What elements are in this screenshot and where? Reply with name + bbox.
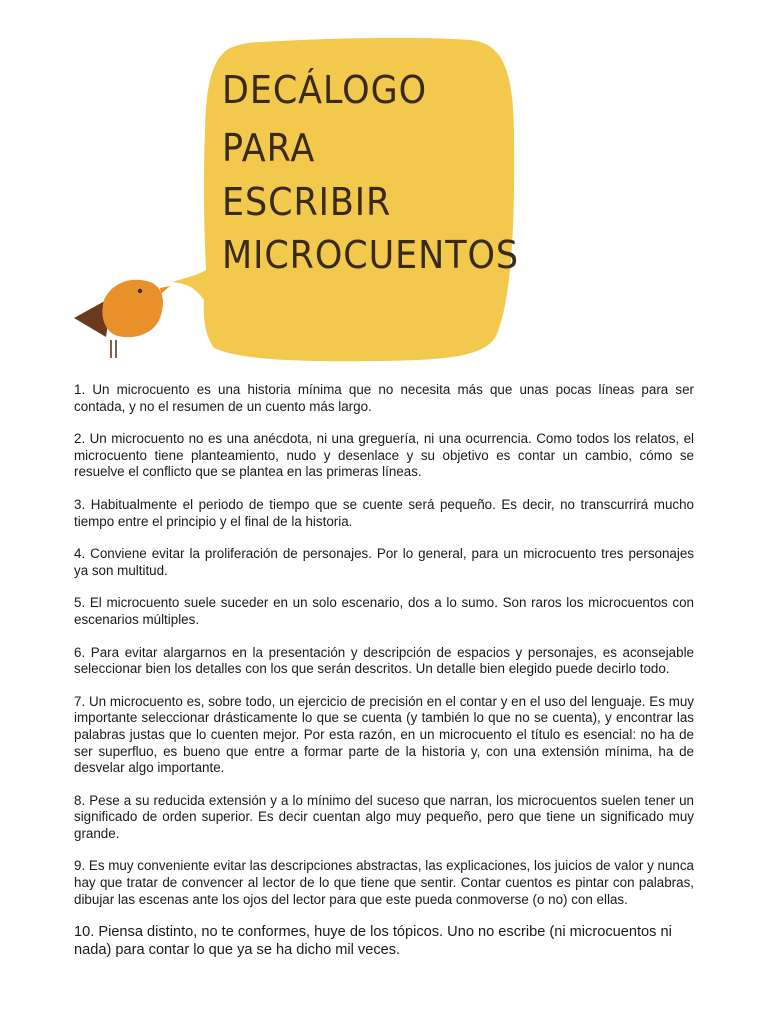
rule-item-4: 4. Conviene evitar la proliferación de personajes. Por lo general, para un microcuento tres personajes ya son multitud. — [74, 546, 694, 578]
rule-item-1: 1. Un microcuento es una historia mínima que no necesita más que unas pocas líneas para ser contada, y no el resumen de un cuento más largo. — [74, 382, 694, 414]
rule-item-10: 10. Piensa distinto, no te conformes, huye de los tópicos. Uno no escribe (ni microcuentos ni nada) para contar lo que ya se ha dicho mil veces. — [74, 924, 672, 958]
rule-item-9: 9. Es muy conveniente evitar las descripciones abstractas, las explicaciones, los juicios de valor y nunca hay que tratar de convencer al lector de lo que tiene que sentir. Contar cuentos es pintar con palabras, dibujar las escenas ante los ojos del lector para que este pueda conmoverse (o no) con ellas. — [74, 858, 694, 907]
title-line-2: PARA — [222, 126, 316, 170]
rule-item-6: 6. Para evitar alargarnos en la presentación y descripción de espacios y personajes, es aconsejable seleccionar bien los detalles con los que serán descritos. Un detalle bien elegido puede decirlo todo. — [74, 644, 694, 677]
title-line-1: DECÁLOGO — [222, 68, 428, 112]
title-line-4: MICROCUENTOS — [222, 233, 520, 277]
rule-item-5: 5. El microcuento suele suceder en un solo escenario, dos a lo sumo. Son raros los microcuentos con escenarios múltiples. — [74, 595, 694, 627]
rule-item-8: 8. Pese a su reducida extensión y a lo mínimo del suceso que narran, los microcuentos suelen tener un significado de orden superior. Es decir cuentan algo muy pequeño, pero que tiene un significado muy grande. — [74, 792, 694, 841]
title-line-3: ESCRIBIR — [222, 180, 392, 224]
rule-item-3: 3. Habitualmente el periodo de tiempo que se cuente será pequeño. Es decir, no transcurrirá mucho tiempo entre el principio y el final de la historia. — [74, 496, 694, 529]
rule-item-2: 2. Un microcuento no es una anécdota, ni una greguería, ni una ocurrencia. Como todos los relatos, el microcuento tiene planteamiento, nudo y desenlace y su objetivo es contar un cambio, cómo se resuelve el conflicto que se plantea en las primeras líneas. — [74, 431, 694, 480]
bird-icon — [74, 280, 170, 358]
rules-list — [74, 382, 694, 959]
rule-item-7: 7. Un microcuento es, sobre todo, un ejercicio de precisión en el contar y en el uso del lenguaje. Es muy importante seleccionar drásticamente lo que se cuenta (y también lo que no se cuenta), y encontrar las palabras justas que lo cuenten mejor. Por esta razón, en un microcuento el título es esencial: no ha de ser superfluo, es bueno que entre a formar parte de la historia y, con una extensión mínima, ha de desvelar algo importante. — [74, 693, 694, 776]
